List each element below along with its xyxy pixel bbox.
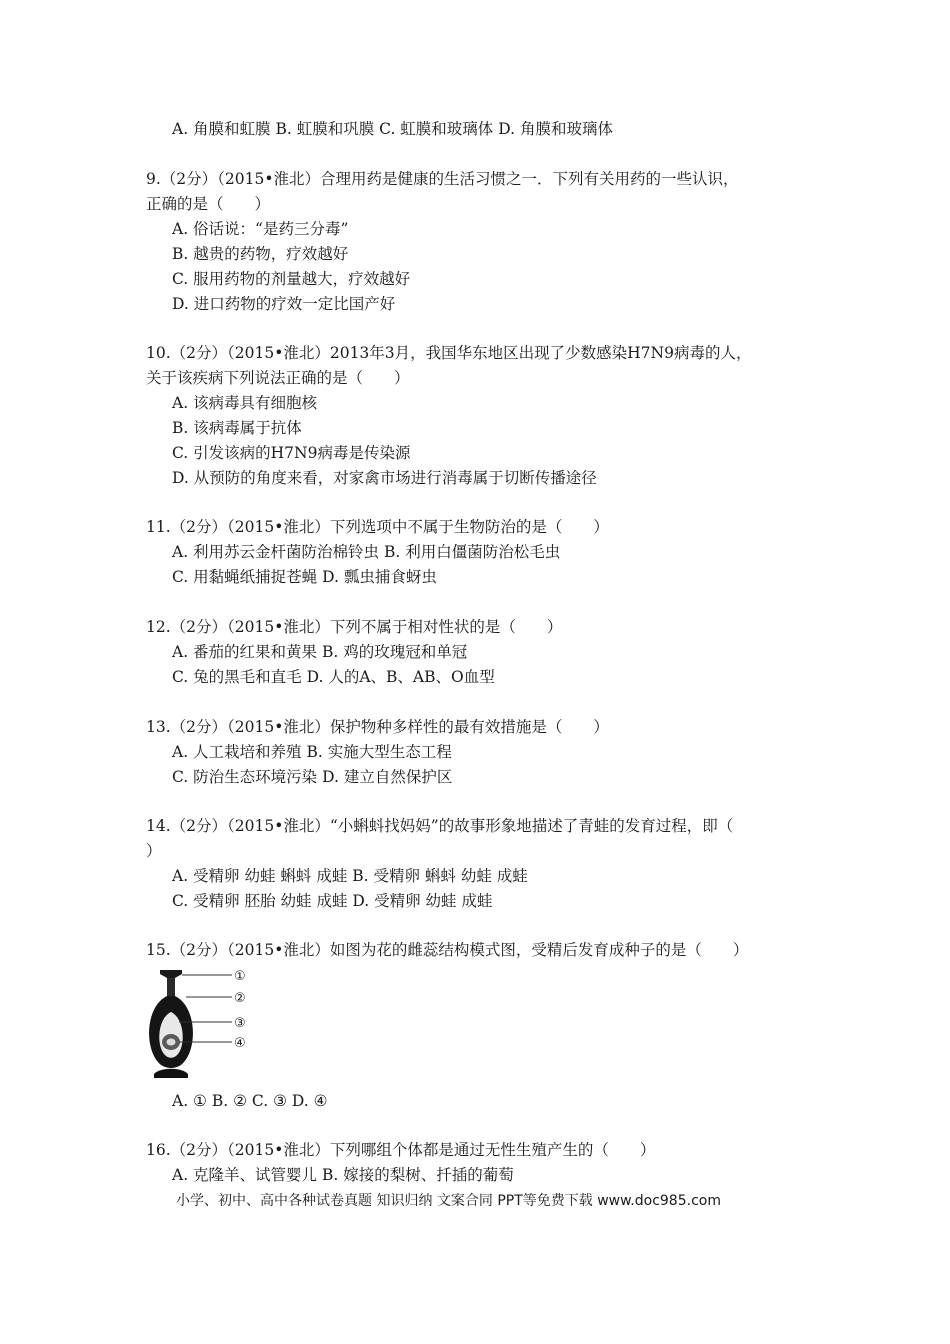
question-16-stem: 16.（2分）（2015•淮北）下列哪组个体都是通过无性生殖产生的（ ） xyxy=(146,1141,656,1159)
question-10-option-a: A. 该病毒具有细胞核 xyxy=(172,394,318,412)
question-10-stem-cont: 关于该疾病下列说法正确的是（ ） xyxy=(146,369,410,387)
question-14-options-cd: C. 受精卵 胚胎 幼蛙 成蛙 D. 受精卵 幼蛙 成蛙 xyxy=(172,892,493,910)
question-11-options-ab: A. 利用苏云金杆菌防治棉铃虫 B. 利用白僵菌防治松毛虫 xyxy=(172,543,561,561)
figure-label-1: ① xyxy=(234,969,246,984)
question-15-options: A. ① B. ② C. ③ D. ④ xyxy=(172,1092,328,1110)
question-13-options-cd: C. 防治生态环境污染 D. 建立自然保护区 xyxy=(172,768,453,786)
question-12-options-cd: C. 兔的黑毛和直毛 D. 人的A、B、AB、O血型 xyxy=(172,668,495,686)
figure-label-4: ④ xyxy=(234,1036,246,1051)
question-14-stem: 14.（2分）（2015•淮北）“小蝌蚪找妈妈”的故事形象地描述了青蛙的发育过程，即（ xyxy=(146,817,734,835)
question-12-stem: 12.（2分）（2015•淮北）下列不属于相对性状的是（ ） xyxy=(146,618,563,636)
figure-label-3: ③ xyxy=(234,1016,246,1031)
question-13-stem: 13.（2分）（2015•淮北）保护物种多样性的最有效措施是（ ） xyxy=(146,718,609,736)
figure-label-2: ② xyxy=(234,991,246,1006)
question-15-stem: 15.（2分）（2015•淮北）如图为花的雌蕊结构模式图，受精后发育成种子的是（ ） xyxy=(146,941,749,959)
question-13-options-ab: A. 人工栽培和养殖 B. 实施大型生态工程 xyxy=(172,743,452,761)
question-10-option-c: C. 引发该病的H7N9病毒是传染源 xyxy=(172,444,411,462)
question-12-options-ab: A. 番茄的红果和黄果 B. 鸡的玫瑰冠和单冠 xyxy=(172,643,468,661)
question-16-options-ab: A. 克隆羊、试管婴儿 B. 嫁接的梨树、扦插的葡萄 xyxy=(172,1166,514,1184)
question-11-stem: 11.（2分）（2015•淮北）下列选项中不属于生物防治的是（ ） xyxy=(146,518,609,536)
pistil-diagram xyxy=(146,966,266,1084)
question-10-option-d: D. 从预防的角度来看，对家禽市场进行消毒属于切断传播途径 xyxy=(172,469,597,487)
question-10-option-b: B. 该病毒属于抗体 xyxy=(172,419,302,437)
question-14-options-ab: A. 受精卵 幼蛙 蝌蚪 成蛙 B. 受精卵 蝌蚪 幼蛙 成蛙 xyxy=(172,867,528,885)
line-q8-options: A. 角膜和虹膜 B. 虹膜和巩膜 C. 虹膜和玻璃体 D. 角膜和玻璃体 xyxy=(172,120,613,138)
question-9-option-d: D. 进口药物的疗效一定比国产好 xyxy=(172,295,396,313)
question-9-stem-cont: 正确的是（ ） xyxy=(146,195,271,213)
page-footer: 小学、初中、高中各种试卷真题 知识归纳 文案合同 PPT等免费下载 www.doc985.com xyxy=(176,1193,721,1209)
question-9-option-c: C. 服用药物的剂量越大，疗效越好 xyxy=(172,270,411,288)
question-11-options-cd: C. 用黏蝇纸捕捉苍蝇 D. 瓢虫捕食蚜虫 xyxy=(172,568,437,586)
question-9-option-a: A. 俗话说：“是药三分毒” xyxy=(172,220,349,238)
question-9-option-b: B. 越贵的药物，疗效越好 xyxy=(172,245,349,263)
question-14-stem-cont: ） xyxy=(146,842,162,860)
question-10-stem: 10.（2分）（2015•淮北）2013年3月，我国华东地区出现了少数感染H7N9病毒的人， xyxy=(146,344,752,362)
question-9-stem: 9.（2分）（2015•淮北）合理用药是健康的生活习惯之一．下列有关用药的一些认识， xyxy=(146,170,739,188)
